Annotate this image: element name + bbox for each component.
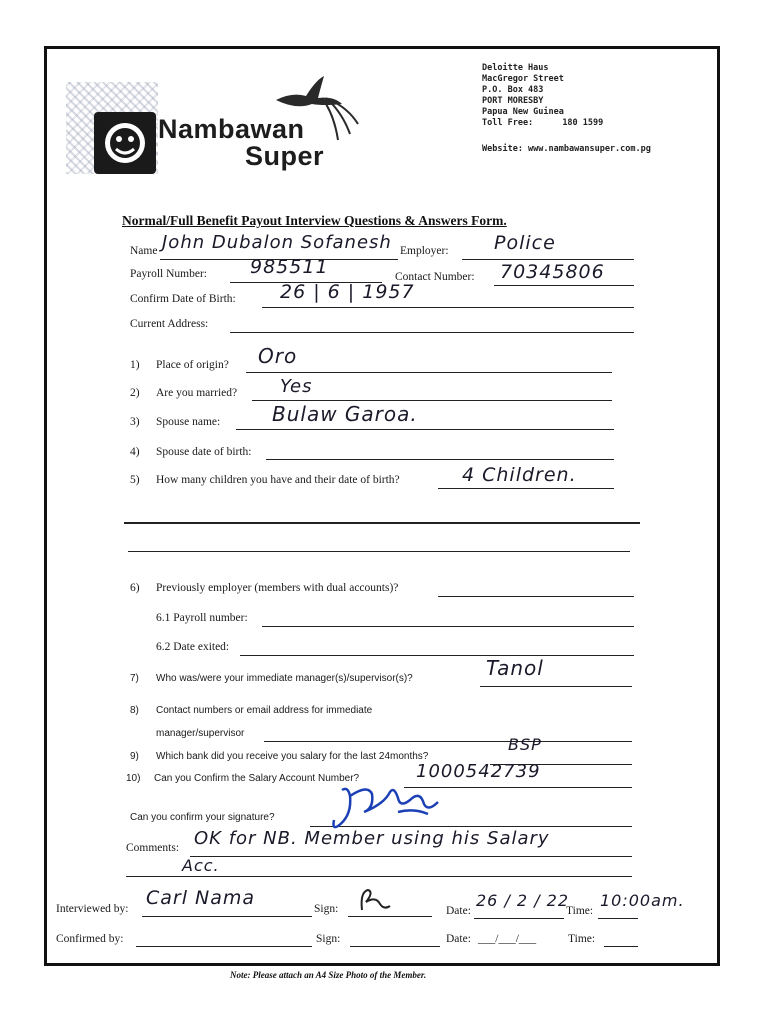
payroll-value[interactable]: 985511 [250,256,329,278]
q1-number: 1) [130,359,140,371]
current-address-label: Current Address: [130,318,209,330]
q61-label: 6.1 Payroll number: [156,612,248,624]
current-address-line [230,332,634,333]
address-line: P.O. Box 483 [482,85,544,95]
q4-line [266,459,614,460]
address-line: Papua New Guinea [482,107,564,117]
tollfree-line [482,118,603,129]
payroll-label: Payroll Number: [130,268,207,280]
date-label: Date: [446,905,471,917]
q7-line [480,686,632,687]
q3-line [236,429,614,430]
q4-number: 4) [130,446,140,458]
sign2-line [350,946,440,947]
logo-text-super: Super [245,141,325,171]
form-title: Normal/Full Benefit Payout Interview Questions & Answers Form. [122,213,507,228]
interviewed-by-value[interactable]: Carl Nama [146,887,256,909]
q1-value[interactable]: Oro [258,344,298,368]
q10-label: Can you Confirm the Salary Account Number? [154,773,360,784]
dob-line [262,307,634,308]
employer-value[interactable]: Police [494,232,556,254]
q9-value[interactable]: BSP [508,735,542,754]
q62-line [240,655,634,656]
time-label: Time: [566,905,594,917]
website-line: Website: www.nambawansuper.com.pg [482,144,651,154]
q5-number: 5) [130,474,140,486]
q8-number: 8) [130,705,139,716]
q6-line [438,596,634,597]
q2-number: 2) [130,387,140,399]
interviewer-signature-icon [356,886,396,921]
q8-line [264,741,632,742]
q7-value[interactable]: Tanol [486,656,544,680]
q5-line [438,488,614,489]
signature-label: Can you confirm your signature? [130,812,275,823]
confirmed-by-line [136,946,312,947]
interviewed-by-label: Interviewed by: [56,903,129,915]
q9-number: 9) [130,751,139,762]
q6-label: Previously employer (members with dual accounts)? [156,582,399,594]
employer-line [462,259,634,260]
q2-label: Are you married? [156,387,238,399]
q1-label: Place of origin? [156,359,229,371]
comments-label: Comments: [126,842,180,854]
confirmed-by-label: Confirmed by: [56,933,124,945]
contact-value[interactable]: 70345806 [500,261,605,283]
q2-value[interactable]: Yes [280,376,313,397]
q8-label-2: manager/supervisor [156,728,245,739]
sign2-label: Sign: [316,933,341,945]
q7-number: 7) [130,673,139,684]
date-line [474,918,564,919]
q10-value[interactable]: 1000542739 [416,761,541,782]
address-line: MacGregor Street [482,74,564,84]
contact-label: Contact Number: [395,271,475,283]
q4-label: Spouse date of birth: [156,446,252,458]
q3-value[interactable]: Bulaw Garoa. [272,402,418,426]
date2-label: Date: [446,933,471,945]
time-value[interactable]: 10:00am. [600,891,685,910]
address-line: PORT MORESBY [482,96,544,106]
q7-label: Who was/were your immediate manager(s)/supervisor(s)? [156,673,413,684]
q1-line [246,372,612,373]
logo-mask-icon [94,112,156,174]
employer-label: Employer: [400,245,449,257]
dob-label: Confirm Date of Birth: [130,293,236,305]
logo-text-nambawan: Nambawan [158,114,305,144]
name-label: Name [130,245,158,257]
q61-line [262,626,634,627]
time2-line [604,946,638,947]
q5-value[interactable]: 4 Children. [462,464,577,486]
q3-number: 3) [130,416,140,428]
comments-line-2 [126,876,632,877]
q3-label: Spouse name: [156,416,221,428]
q62-label: 6.2 Date exited: [156,641,230,653]
time-line [598,918,638,919]
date2-blank[interactable]: ___/___/___ [478,933,537,945]
address-block [482,63,603,129]
q6-number: 6) [130,582,140,594]
footer-note: Note: Please attach an A4 Size Photo of the Member. [230,970,427,980]
date-value[interactable]: 26 / 2 / 22 [476,891,570,910]
tollfree-number: 180 1599 [562,118,604,128]
q5-label: How many children you have and their date of birth? [156,474,400,486]
tollfree-label: Toll Free: [482,118,534,128]
q8-label: Contact numbers or email address for immediate [156,705,373,716]
q5-extra-line-2 [128,551,630,552]
q9-label: Which bank did you receive you salary for the last 24months? [156,751,429,762]
address-line: Deloitte Haus [482,63,549,73]
time2-label: Time: [568,933,596,945]
q10-number: 10) [126,773,141,784]
interviewed-by-line [142,916,312,917]
sign-label: Sign: [314,903,339,915]
contact-line [494,285,634,286]
dob-value[interactable]: 26 | 6 | 1957 [280,281,415,303]
comments-value-2[interactable]: Acc. [182,856,220,875]
comments-line-1 [190,856,632,857]
comments-value[interactable]: OK for NB. Member using his Salary [194,828,550,849]
q5-extra-line-1 [124,522,640,524]
q2-line [252,400,612,401]
name-value[interactable]: John Dubalon Sofanesh [162,232,392,253]
